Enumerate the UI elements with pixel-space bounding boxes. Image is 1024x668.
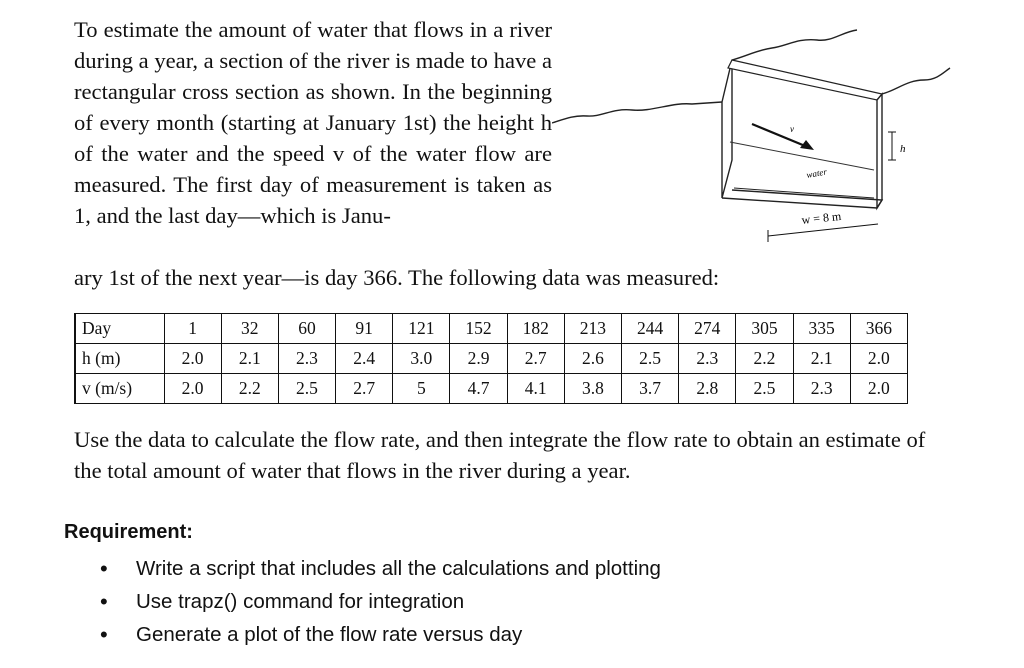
requirement-item [96, 618, 661, 651]
channel-right-wall [877, 94, 882, 208]
bullet-icon: • [100, 556, 108, 581]
requirements-title: Requirement: [64, 521, 193, 543]
table-cell: 244 [622, 314, 679, 344]
table-cell: 3.7 [622, 374, 679, 404]
table-cell: 60 [278, 314, 335, 344]
table-cell: 4.7 [450, 374, 507, 404]
row-label: h (m) [75, 344, 164, 374]
velocity-label: v [790, 124, 794, 134]
height-label: h [900, 143, 906, 155]
table-cell: 2.5 [622, 344, 679, 374]
table-cell: 32 [221, 314, 278, 344]
table-cell: 3.0 [393, 344, 450, 374]
width-label: w = 8 m [800, 208, 842, 227]
channel-inner-floor [734, 188, 874, 198]
table-cell: 5 [393, 374, 450, 404]
table-cell: 2.4 [336, 344, 393, 374]
table-cell: 2.0 [164, 374, 221, 404]
channel-left-wall [722, 60, 732, 198]
table-cell: 2.0 [164, 344, 221, 374]
flow-arrow [752, 124, 810, 148]
requirement-item [96, 585, 661, 618]
requirement-text: Write a script that includes all the calculations and plotting [136, 557, 661, 580]
table-cell: 2.3 [679, 344, 736, 374]
table-cell: 2.5 [736, 374, 793, 404]
requirements-list [96, 552, 661, 651]
table-cell: 91 [336, 314, 393, 344]
table-cell: 213 [564, 314, 621, 344]
table-cell: 2.7 [336, 374, 393, 404]
table-cell: 335 [793, 314, 850, 344]
table-cell: 274 [679, 314, 736, 344]
table-cell: 2.6 [564, 344, 621, 374]
channel-back-wall-top [728, 60, 882, 100]
table-cell: 2.1 [221, 344, 278, 374]
water-label: water [805, 166, 828, 180]
table-cell: 2.0 [850, 374, 907, 404]
table-cell: 2.5 [278, 374, 335, 404]
table-cell: 152 [450, 314, 507, 344]
table-row [75, 374, 907, 404]
bullet-icon: • [100, 622, 108, 647]
task-statement: Use the data to calculate the flow rate, and then integrate the flow rate to obtain an estimate of the total amount of water that flows in the river during a year. [74, 427, 926, 483]
table-cell: 2.8 [679, 374, 736, 404]
table-row [75, 314, 907, 344]
table-cell: 121 [393, 314, 450, 344]
table-cell: 2.0 [850, 344, 907, 374]
table-cell: 2.1 [793, 344, 850, 374]
table-cell: 2.2 [221, 374, 278, 404]
table-cell: 366 [850, 314, 907, 344]
bullet-icon: • [100, 589, 108, 614]
table-cell: 4.1 [507, 374, 564, 404]
problem-intro: To estimate the amount of water that flows in a river during a year, a section of the river is made to have a rectangular cross section as shown. In the beginning of every month (starting at January 1st) the height h of the water and the speed v of the water flow are measured. The first day of measurement is taken as 1, and the last day—which is Janu- [74, 17, 552, 228]
row-label: Day [75, 314, 164, 344]
requirement-text: Use trapz() command for integration [136, 590, 465, 613]
river-bank-left [552, 102, 722, 123]
table-cell: 2.2 [736, 344, 793, 374]
table-cell: 2.7 [507, 344, 564, 374]
table-cell: 2.9 [450, 344, 507, 374]
table-cell: 2.3 [793, 374, 850, 404]
table-cell: 3.8 [564, 374, 621, 404]
table-row [75, 344, 907, 374]
river-channel-figure [552, 20, 952, 250]
requirement-item [96, 552, 661, 585]
table-cell: 305 [736, 314, 793, 344]
problem-intro-last-line: ary 1st of the next year—is day 366. The following data was measured: [74, 265, 720, 290]
row-label: v (m/s) [75, 374, 164, 404]
measurement-table [74, 313, 908, 404]
requirement-text: Generate a plot of the flow rate versus day [136, 623, 523, 646]
river-bank-right [882, 68, 950, 94]
table-cell: 1 [164, 314, 221, 344]
table-cell: 182 [507, 314, 564, 344]
river-bank-top [732, 30, 857, 60]
table-cell: 2.3 [278, 344, 335, 374]
width-dimension [768, 224, 878, 236]
